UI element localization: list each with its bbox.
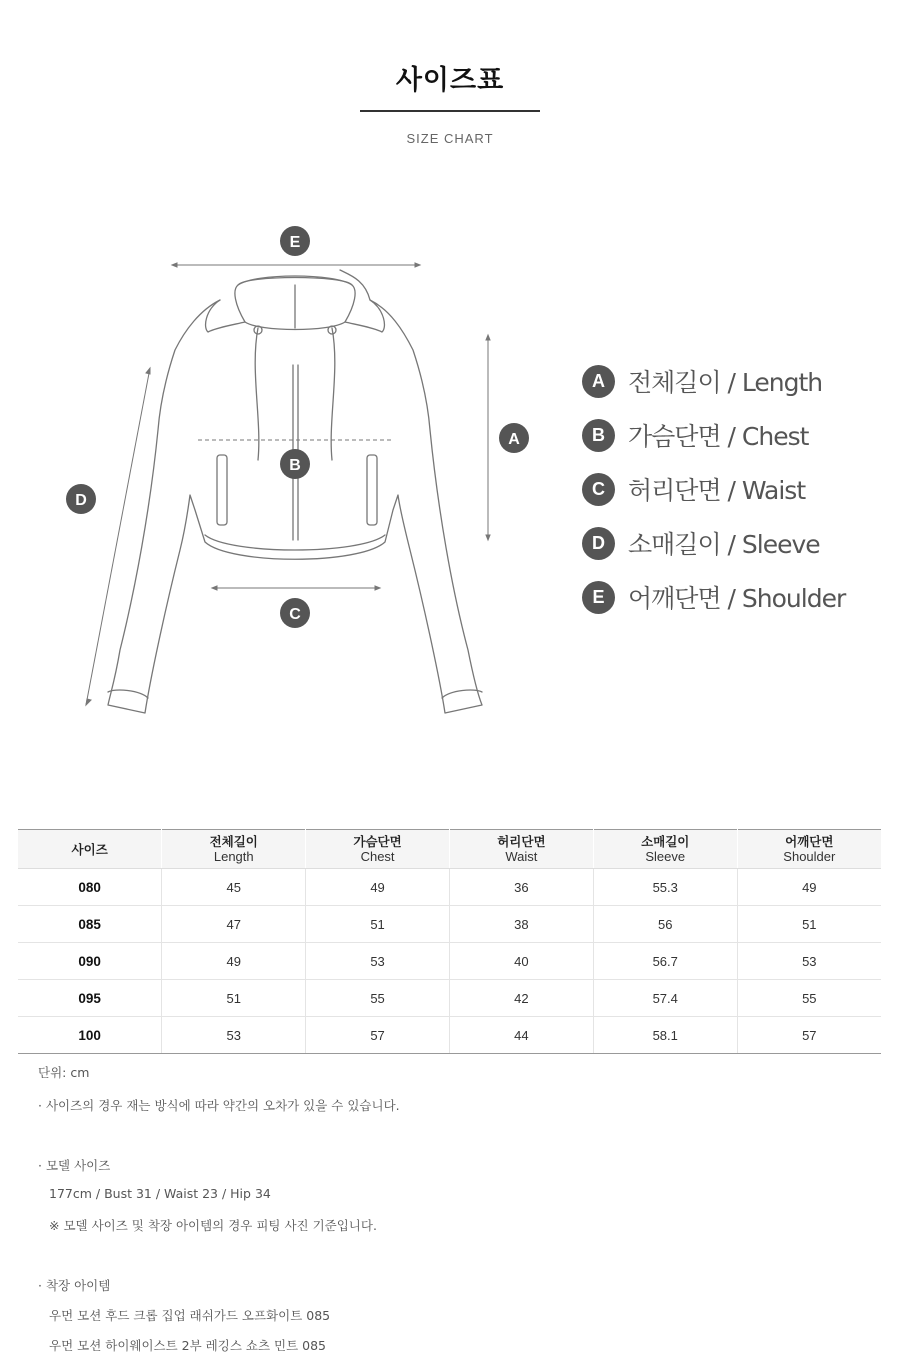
table-cell: 57.4 (593, 980, 737, 1017)
table-cell: 38 (449, 906, 593, 943)
legend-badge: B (582, 419, 615, 452)
table-cell: 53 (162, 1017, 306, 1054)
header-size: 사이즈 (18, 830, 162, 869)
table-cell: 49 (737, 869, 881, 906)
table-cell: 42 (449, 980, 593, 1017)
svg-text:C: C (289, 606, 301, 623)
table-cell: 36 (449, 869, 593, 906)
table-row (18, 980, 881, 1017)
legend-item-chest (582, 408, 892, 462)
table-cell: 55 (737, 980, 881, 1017)
unit-note: 단위: cm (38, 1065, 90, 1080)
table-cell: 085 (18, 906, 162, 943)
page-title: 사이즈표 (395, 65, 505, 96)
table-cell: 56.7 (593, 943, 737, 980)
disclaimer-note: · 사이즈의 경우 재는 방식에 따라 약간의 오차가 있을 수 있습니다. (38, 1098, 400, 1113)
legend-label: 전체길이 / Length (628, 368, 823, 397)
table-header-row (18, 830, 881, 869)
legend-label: 허리단면 / Waist (628, 476, 806, 505)
marker-d (66, 484, 96, 514)
table-cell: 49 (306, 869, 450, 906)
legend-item-sleeve (582, 516, 892, 570)
page-subtitle: SIZE CHART (406, 131, 494, 146)
header-chest: 가슴단면 Chest (306, 830, 450, 869)
svg-text:E: E (289, 234, 301, 251)
table-row (18, 1017, 881, 1054)
marker-c (280, 598, 310, 628)
table-row (18, 906, 881, 943)
hoodie-size-diagram (0, 210, 560, 730)
size-table (18, 829, 881, 1054)
marker-a (499, 423, 529, 453)
model-size-value: 177cm / Bust 31 / Waist 23 / Hip 34 (49, 1186, 271, 1201)
table-cell: 55 (306, 980, 450, 1017)
legend-item-length (582, 354, 892, 408)
model-size-heading: · 모델 사이즈 (38, 1158, 111, 1173)
legend-label: 소매길이 / Sleeve (628, 530, 820, 559)
legend-badge: E (582, 581, 615, 614)
header-length: 전체길이 Length (162, 830, 306, 869)
table-cell: 49 (162, 943, 306, 980)
table-cell: 100 (18, 1017, 162, 1054)
svg-text:A: A (508, 431, 520, 448)
table-cell: 51 (162, 980, 306, 1017)
table-cell: 45 (162, 869, 306, 906)
table-cell: 53 (306, 943, 450, 980)
legend-label: 가슴단면 / Chest (628, 422, 809, 451)
header-waist: 허리단면 Waist (449, 830, 593, 869)
table-cell: 095 (18, 980, 162, 1017)
title-divider (360, 110, 540, 112)
marker-b (280, 449, 310, 479)
svg-text:B: B (289, 457, 301, 474)
table-cell: 56 (593, 906, 737, 943)
table-cell: 47 (162, 906, 306, 943)
table-cell: 44 (449, 1017, 593, 1054)
legend-badge: C (582, 473, 615, 506)
table-cell: 090 (18, 943, 162, 980)
legend-item-shoulder (582, 570, 892, 624)
legend-badge: D (582, 527, 615, 560)
worn-item: 우먼 모션 후드 크롭 집업 래쉬가드 오프화이트 085 (49, 1308, 331, 1323)
table-cell: 57 (306, 1017, 450, 1054)
table-cell: 55.3 (593, 869, 737, 906)
table-cell: 51 (306, 906, 450, 943)
worn-item: 우먼 모션 하이웨이스트 2부 레깅스 쇼츠 민트 085 (49, 1338, 326, 1353)
table-row (18, 869, 881, 906)
measurement-legend (582, 354, 892, 624)
header-sleeve: 소매길이 Sleeve (593, 830, 737, 869)
marker-e (280, 226, 310, 256)
header-shoulder: 어깨단면 Shoulder (737, 830, 881, 869)
legend-badge: A (582, 365, 615, 398)
table-cell: 57 (737, 1017, 881, 1054)
svg-text:D: D (75, 492, 87, 509)
model-size-note: ※ 모델 사이즈 및 착장 아이템의 경우 피팅 사진 기준입니다. (49, 1218, 377, 1233)
table-cell: 53 (737, 943, 881, 980)
table-cell: 080 (18, 869, 162, 906)
table-cell: 40 (449, 943, 593, 980)
hoodie-body-outline (108, 300, 482, 713)
table-cell: 51 (737, 906, 881, 943)
table-row (18, 943, 881, 980)
legend-item-waist (582, 462, 892, 516)
legend-label: 어깨단면 / Shoulder (628, 584, 846, 613)
table-cell: 58.1 (593, 1017, 737, 1054)
worn-items-heading: · 착장 아이템 (38, 1278, 111, 1293)
